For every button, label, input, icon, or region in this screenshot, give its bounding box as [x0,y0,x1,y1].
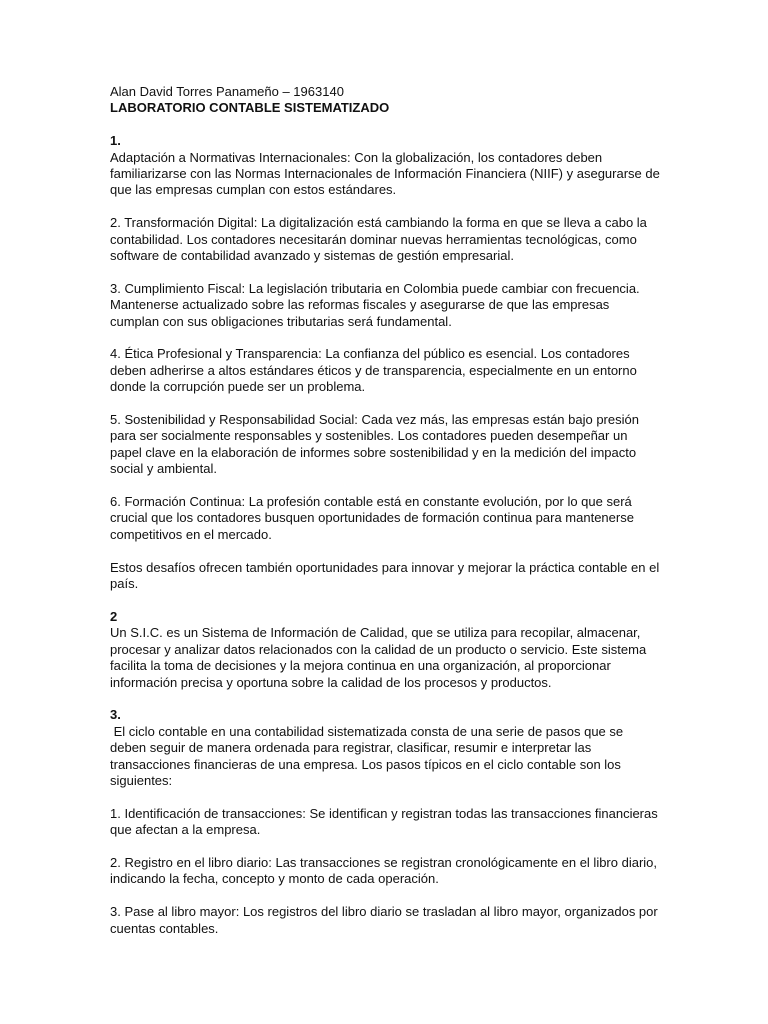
spacer [110,691,662,707]
question-1-item-5: 5. Sostenibilidad y Responsabilidad Social: Cada vez más, las empresas están bajo presión para ser socialmente responsables y sostenibles. Los contadores pueden desempeñar un papel clave en la elaboración de informes sobre sostenibilidad y en la medición del impacto social y ambiental. [110,412,639,477]
question-3-step-2: 2. Registro en el libro diario: Las transacciones se registran cronológicamente en el libro diario, indicando la fecha, concepto y monto de cada operación. [110,854,658,887]
question-1-item-4: 4. Ética Profesional y Transparencia: La confianza del público es esencial. Los contadores deben adherirse a altos estándares éticos y de transparencia, especialmente en un entorno donde la corrupción puede ser un problema. [110,346,637,395]
document-title: LABORATORIO CONTABLE SISTEMATIZADO [110,100,390,116]
question-1-intro: Adaptación a Normativas Internacionales: Con la globalización, los contadores deben familiarizarse con las Normas Internacionales de Información Financiera (NIIF) y asegurarse de que las empresas cumplan con estos estándares. [110,149,660,198]
document-body [110,84,662,937]
question-1-item-3: 3. Cumplimiento Fiscal: La legislación tributaria en Colombia puede cambiar con frecuencia. Mantenerse actualizado sobre las reformas fiscales y asegurarse de que las empresas cumplan con sus obligaciones tributarias será fundamental. [110,280,640,329]
question-3-step-3: 3. Pase al libro mayor: Los registros del libro diario se trasladan al libro mayor, organizados por cuentas contables. [110,904,658,936]
question-3-number: 3. [110,707,121,723]
question-3-step-1: 1. Identificación de transacciones: Se identifican y registran todas las transacciones financieras que afectan a la empresa. [110,805,658,838]
spacer [110,592,662,608]
question-1-number: 1. [110,133,121,149]
spacer [110,478,662,494]
spacer [110,839,662,855]
question-1-item-2: 2. Transformación Digital: La digitalización está cambiando la forma en que se lleva a cabo la contabilidad. Los contadores necesitarán dominar nuevas herramientas tecnológicas, como software de contabilidad avanzado y sistemas de gestión empresarial. [110,215,647,264]
question-1-closing: Estos desafíos ofrecen también oportunidades para innovar y mejorar la práctica contable en el país. [110,559,660,592]
question-3-intro: El ciclo contable en una contabilidad sistematizada consta de una serie de pasos que se deben seguir de manera ordenada para registrar, clasificar, resumir e interpretar las transacciones financieras de una empresa. Los pasos típicos en el ciclo contable son los siguientes: [110,723,627,788]
author-line: Alan David Torres Panameño – 1963140 [110,84,344,99]
spacer [110,330,662,346]
spacer [110,264,662,280]
question-2-number: 2 [110,608,118,624]
spacer [110,396,662,412]
question-1-item-6: 6. Formación Continua: La profesión contable está en constante evolución, por lo que será crucial que los contadores busquen oportunidades de formación continua para mantenerse competitivos en el mercado. [110,494,634,542]
spacer [110,789,662,805]
question-2-text: Un S.I.C. es un Sistema de Información de Calidad, que se utiliza para recopilar, almacenar, procesar y analizar datos relacionados con la calidad de un producto o servicio. Este sistema facilita la toma de decisiones y la mejora continua en una organización, al proporcionar información precisa y oportuna sobre la calidad de los procesos y productos. [110,625,647,690]
spacer [110,543,662,559]
spacer [110,117,662,133]
spacer [110,888,662,904]
spacer [110,199,662,215]
